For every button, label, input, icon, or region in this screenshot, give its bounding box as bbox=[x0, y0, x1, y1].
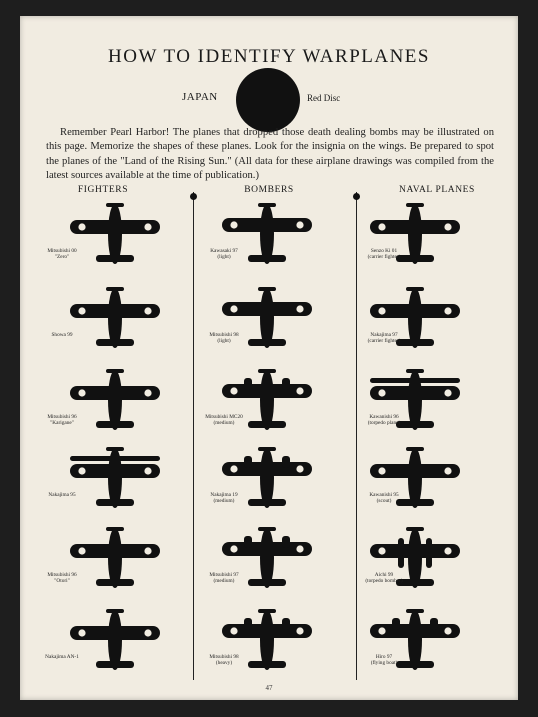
plane-label: Kawanishi 96 (torpedo plane) bbox=[367, 414, 401, 427]
red-disc-insignia-icon bbox=[236, 68, 300, 132]
intro-paragraph: Remember Pearl Harbor! The planes that dropped those death dealing bombs may be illustrated on this page. Memorize the shapes of these planes. Look for the insignia on the wings. Be prepared to spot the planes of the "Land of the Rising Sun." (All data for these airplane drawings was compiled from the latest sources available at the time of publication.) bbox=[46, 127, 494, 182]
plane-label: Nakajima AN-1 bbox=[45, 654, 79, 660]
divider-dot-icon bbox=[353, 193, 360, 200]
page-title: HOW TO IDENTIFY WARPLANES bbox=[108, 46, 430, 67]
plane-label: Mitsubishi 98 (heavy) bbox=[209, 654, 239, 667]
plane-label: Senzo Ki 01 (carrier fighter) bbox=[367, 248, 401, 261]
column-divider bbox=[193, 192, 194, 680]
plane-label: Aichi 99 (torpedo bomber) bbox=[365, 572, 403, 585]
plane-label: Mitsubishi 96 "Karigane" bbox=[47, 414, 77, 427]
plane-label: Hiro 97 (flying boat) bbox=[370, 654, 398, 667]
plane-label: Mitsubishi 96 "Otori" bbox=[47, 572, 77, 585]
page-number: 47 bbox=[265, 684, 273, 692]
column-heading-bombers: BOMBERS bbox=[244, 185, 294, 195]
column-heading-fighters: FIGHTERS bbox=[77, 185, 129, 195]
plane-label: Kawasaki 97 (light) bbox=[210, 248, 238, 261]
column-heading-naval-planes: NAVAL PLANES bbox=[399, 185, 475, 195]
fighter-silhouette-icon bbox=[68, 284, 162, 350]
plane-label: Mitsubishi 00 "Zero" bbox=[47, 248, 77, 261]
plane-label: Mitsubishi 97 (medium) bbox=[209, 572, 239, 585]
plane-label: Nakajima 95 bbox=[48, 492, 76, 498]
plane-label: Showa 99 bbox=[51, 332, 73, 338]
plane-label: Nakajima 19 (medium) bbox=[210, 492, 238, 505]
plane-label: Mitsubishi MC20 (medium) bbox=[205, 414, 243, 427]
plane-label: Kawanishi 95 (scout) bbox=[369, 492, 399, 505]
poster-page bbox=[20, 16, 518, 700]
column-divider bbox=[356, 192, 357, 680]
biplane-silhouette-icon bbox=[68, 444, 162, 510]
plane-label: Mitsubishi 98 (light) bbox=[209, 332, 239, 345]
plane-label: Nakajima 97 (carrier fighter) bbox=[367, 332, 401, 345]
country-label: JAPAN bbox=[182, 91, 218, 103]
divider-dot-icon bbox=[190, 193, 197, 200]
fighter-silhouette-icon bbox=[68, 606, 162, 672]
insignia-label: Red Disc bbox=[307, 93, 341, 103]
